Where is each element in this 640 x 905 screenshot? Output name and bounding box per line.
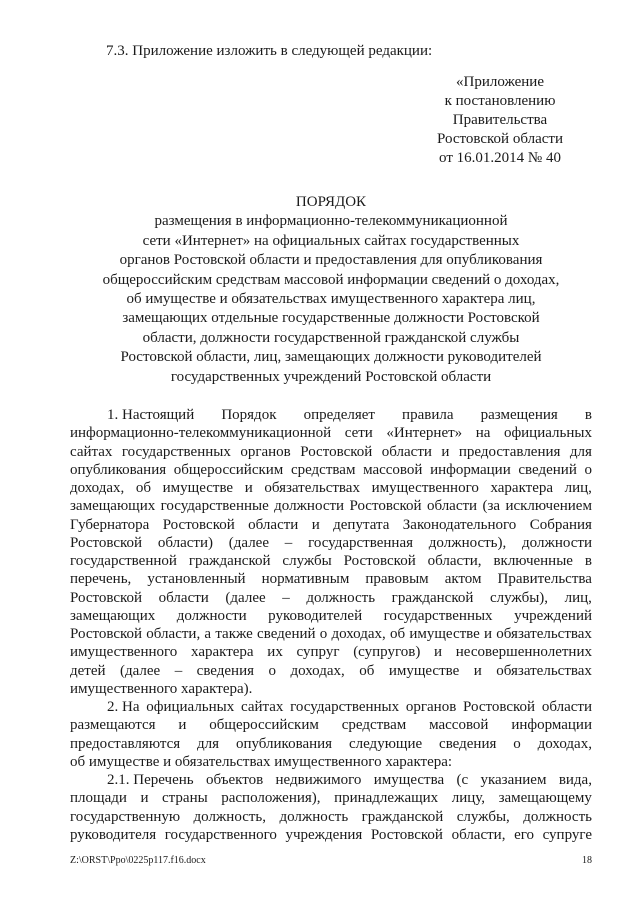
word: Ростовской	[162, 516, 235, 533]
word: общероссийским	[209, 717, 319, 734]
word: информации	[511, 717, 592, 734]
word: доходах,	[70, 480, 125, 496]
word: и	[473, 662, 482, 679]
paragraph-line	[70, 771, 592, 789]
amendment-intro: 7.3. Приложение изложить в следующей редакции:	[106, 43, 433, 59]
word: об	[359, 662, 375, 679]
word: опубликования	[70, 461, 167, 478]
word: руководителей	[268, 607, 363, 624]
word: лиц,	[564, 480, 592, 496]
word: общероссийским	[173, 461, 284, 478]
word: области	[541, 699, 592, 715]
word: –	[174, 662, 183, 679]
word: службы	[282, 553, 332, 569]
word: Порядок	[221, 407, 277, 423]
subtitle-line: сети «Интернет» на официальных сайтах государственных	[142, 232, 520, 249]
word: опубликования	[235, 735, 333, 752]
subtitle-line: органов Ростовской области и предоставления для опубликования	[119, 252, 543, 269]
word: гражданской	[188, 553, 271, 569]
word: в	[584, 553, 592, 569]
word: включенные	[493, 553, 573, 569]
word: государственные	[160, 498, 269, 515]
word: области	[426, 498, 478, 515]
word: лиц,	[564, 589, 592, 606]
subtitle-line: Ростовской области, лиц, замещающих должности руководителей	[120, 349, 542, 366]
word: замещающих	[70, 498, 156, 515]
word: предоставления	[458, 443, 561, 460]
word: а	[204, 626, 212, 642]
word: его	[514, 826, 534, 843]
word: Законодательного	[402, 516, 517, 533]
word: о	[268, 662, 276, 679]
word: (за	[482, 498, 501, 515]
word: государственных	[290, 699, 400, 715]
word: государственную	[70, 808, 181, 825]
word: и	[484, 626, 493, 642]
word: объектов	[205, 772, 264, 788]
word: и	[434, 644, 443, 661]
word: сведения	[439, 735, 497, 752]
word: (далее	[120, 662, 161, 679]
word: замещающих	[70, 607, 156, 624]
paragraph-line	[70, 479, 592, 497]
paragraph-line	[70, 497, 592, 515]
word: области	[158, 589, 209, 606]
word: государственного	[164, 826, 277, 843]
word: установленный	[147, 571, 246, 588]
word: имуществе	[162, 480, 234, 496]
word: 2.1. Перечень	[107, 772, 194, 788]
word: имущества	[373, 772, 445, 788]
word: учреждения	[285, 826, 363, 843]
paragraph-line	[70, 662, 592, 680]
word: Правительства	[497, 571, 592, 588]
paragraph-line	[70, 789, 592, 807]
word: информации	[430, 461, 511, 478]
page-number: 18	[582, 855, 592, 866]
word: службы,	[456, 808, 510, 825]
word: должность,	[193, 808, 267, 825]
word: характера	[191, 644, 254, 661]
paragraph-line	[70, 808, 592, 826]
word: должности	[274, 498, 345, 515]
word: службы),	[489, 589, 549, 606]
paragraph-line	[70, 643, 592, 661]
word: и	[178, 717, 187, 734]
word: сведений	[518, 461, 577, 478]
paragraph-line	[70, 753, 592, 771]
word: (супругов)	[353, 644, 421, 661]
word: информационно-телекоммуникационной	[70, 425, 332, 442]
word: и	[140, 790, 149, 807]
word: об	[389, 626, 406, 642]
paragraph-line	[70, 735, 592, 753]
word: для	[569, 443, 592, 460]
word: области,	[427, 553, 482, 569]
word: (с	[456, 772, 469, 788]
word: лицу,	[451, 790, 486, 807]
subtitle-line: государственных учреждений Ростовской области	[170, 368, 492, 385]
word: в	[584, 407, 592, 423]
subtitle-line: замещающих отдельные государственные должности Ростовской	[122, 310, 540, 327]
word: правила	[402, 407, 454, 423]
word: об имуществе и обязательствах имущественного характера:	[70, 753, 453, 770]
word: исключением	[505, 498, 592, 515]
word: государственная	[308, 534, 413, 551]
document-title: ПОРЯДОК	[295, 194, 367, 210]
word: средствам	[341, 717, 407, 734]
word: руководителя	[70, 826, 157, 843]
paragraph-line	[70, 589, 592, 607]
word: гражданской	[361, 808, 444, 825]
word: о	[319, 626, 328, 642]
word: определяет	[303, 407, 375, 423]
paragraph-line	[70, 443, 592, 461]
appendix-line: к постановлению	[444, 93, 556, 109]
word: и	[311, 516, 320, 533]
word: сайтах	[241, 699, 284, 715]
word: (далее	[228, 534, 269, 551]
word: области)	[157, 534, 213, 551]
word: супруг	[296, 644, 340, 661]
word: Ростовской	[70, 589, 143, 606]
appendix-line: от 16.01.2014 № 40	[439, 150, 561, 166]
word: (далее	[225, 589, 266, 606]
word: учреждений	[514, 607, 592, 624]
subtitle-line: об имуществе и обязательствах имущественного характера лиц,	[126, 291, 536, 308]
word: вида,	[558, 772, 592, 788]
word: 2. На	[107, 699, 140, 715]
word: органов	[405, 699, 457, 715]
word: 1. Настоящий	[107, 407, 195, 423]
word: характера	[490, 480, 554, 496]
word: государственных	[121, 443, 231, 460]
word: о	[513, 735, 521, 752]
word: области,	[451, 826, 506, 843]
word: площади	[70, 790, 127, 807]
paragraph-line	[70, 698, 592, 716]
word: правовым	[365, 571, 429, 588]
word: следующие	[348, 735, 423, 752]
word: Ростовской	[463, 699, 536, 715]
word: области,	[146, 626, 201, 642]
word: должность),	[428, 534, 507, 551]
word: сведения	[196, 662, 255, 679]
word: нормативным	[261, 571, 350, 588]
word: для	[197, 735, 220, 752]
word: принадлежащих	[334, 790, 439, 807]
word: обязательствах	[496, 662, 592, 679]
word: должности	[522, 534, 592, 551]
word: замещающему	[498, 790, 592, 807]
word: обязательствах	[496, 626, 592, 642]
word: указанием	[480, 772, 547, 788]
word: должность	[279, 808, 349, 825]
appendix-line: «Приложение	[455, 74, 544, 90]
word: страны	[162, 790, 208, 807]
word: сайтах	[70, 443, 113, 460]
word: средствам	[290, 461, 356, 478]
paragraph-line	[70, 570, 592, 588]
word: должность	[306, 589, 376, 606]
word: официальных	[503, 425, 592, 442]
word: –	[282, 589, 290, 606]
word: несовершеннолетних	[455, 644, 592, 661]
paragraph-line	[70, 516, 592, 534]
paragraph-line	[70, 607, 592, 625]
word: массовой	[429, 717, 489, 734]
word: и	[441, 443, 450, 460]
word: должность	[523, 808, 592, 825]
word: расположения),	[221, 790, 321, 807]
word: их	[267, 644, 283, 661]
word: имущественного	[70, 644, 178, 661]
word: гражданской	[391, 589, 474, 606]
word: должности	[176, 607, 247, 624]
word: государственной	[70, 553, 177, 569]
word: Губернатора	[70, 516, 150, 533]
word: сети	[344, 425, 373, 442]
word: перечень,	[70, 571, 132, 588]
word: и	[244, 480, 253, 496]
appendix-line: Ростовской области	[437, 131, 563, 147]
subtitle-line: области, должности государственной гражданской службы	[142, 329, 520, 346]
word: актом	[444, 571, 482, 588]
word: имуществе	[388, 662, 460, 679]
paragraph-line	[70, 826, 592, 844]
word: сведений	[257, 626, 316, 642]
word: «Интернет»	[386, 425, 463, 442]
word: предоставляются	[70, 735, 181, 752]
paragraph-line	[70, 534, 592, 552]
word: Ростовской	[300, 443, 373, 460]
word: Ростовской	[70, 534, 143, 551]
word: на	[475, 425, 491, 442]
word: о	[584, 461, 592, 478]
word: Ростовской	[70, 626, 143, 642]
word: Ростовской	[370, 826, 443, 843]
appendix-header	[420, 73, 580, 168]
word: доходах,	[290, 662, 345, 679]
word: области	[381, 443, 432, 460]
word: массовой	[363, 461, 423, 478]
word: органов	[240, 443, 291, 460]
word: Ростовской	[343, 553, 416, 569]
word: детей	[70, 662, 106, 679]
word: доходах,	[537, 735, 592, 752]
word: Собрания	[529, 516, 592, 533]
word: имущественного	[371, 480, 479, 496]
word: супруге	[542, 826, 592, 843]
word: также	[215, 626, 253, 642]
paragraph-line	[70, 680, 592, 698]
word: имущественного характера).	[70, 680, 253, 697]
paragraph-line	[70, 625, 592, 643]
document-body	[70, 406, 592, 844]
word: недвижимого	[275, 772, 362, 788]
word: имуществе	[409, 626, 480, 642]
word: депутата	[333, 516, 390, 533]
appendix-line: Правительства	[452, 112, 548, 128]
word: области	[248, 516, 299, 533]
word: об	[135, 480, 152, 496]
document-title-block	[70, 193, 592, 387]
word: официальных	[146, 699, 235, 715]
paragraph-line	[70, 716, 592, 734]
word: размещения	[480, 407, 558, 423]
word: государственных	[383, 607, 493, 624]
word: Ростовской	[349, 498, 422, 515]
word: доходах,	[331, 626, 386, 642]
paragraph-line	[70, 461, 592, 479]
paragraph-line	[70, 424, 592, 442]
paragraph-line	[70, 552, 592, 570]
subtitle-line: размещения в информационно-телекоммуникационной	[154, 213, 508, 230]
footer-file-path: Z:\ORST\Ppo\0225p117.f16.docx	[70, 855, 206, 866]
word: размещаются	[70, 717, 156, 734]
paragraph-line	[70, 406, 592, 424]
subtitle-line: общероссийским средствам массовой информации сведений о доходах,	[102, 271, 560, 288]
word: обязательствах	[264, 480, 360, 496]
word: –	[284, 534, 293, 551]
